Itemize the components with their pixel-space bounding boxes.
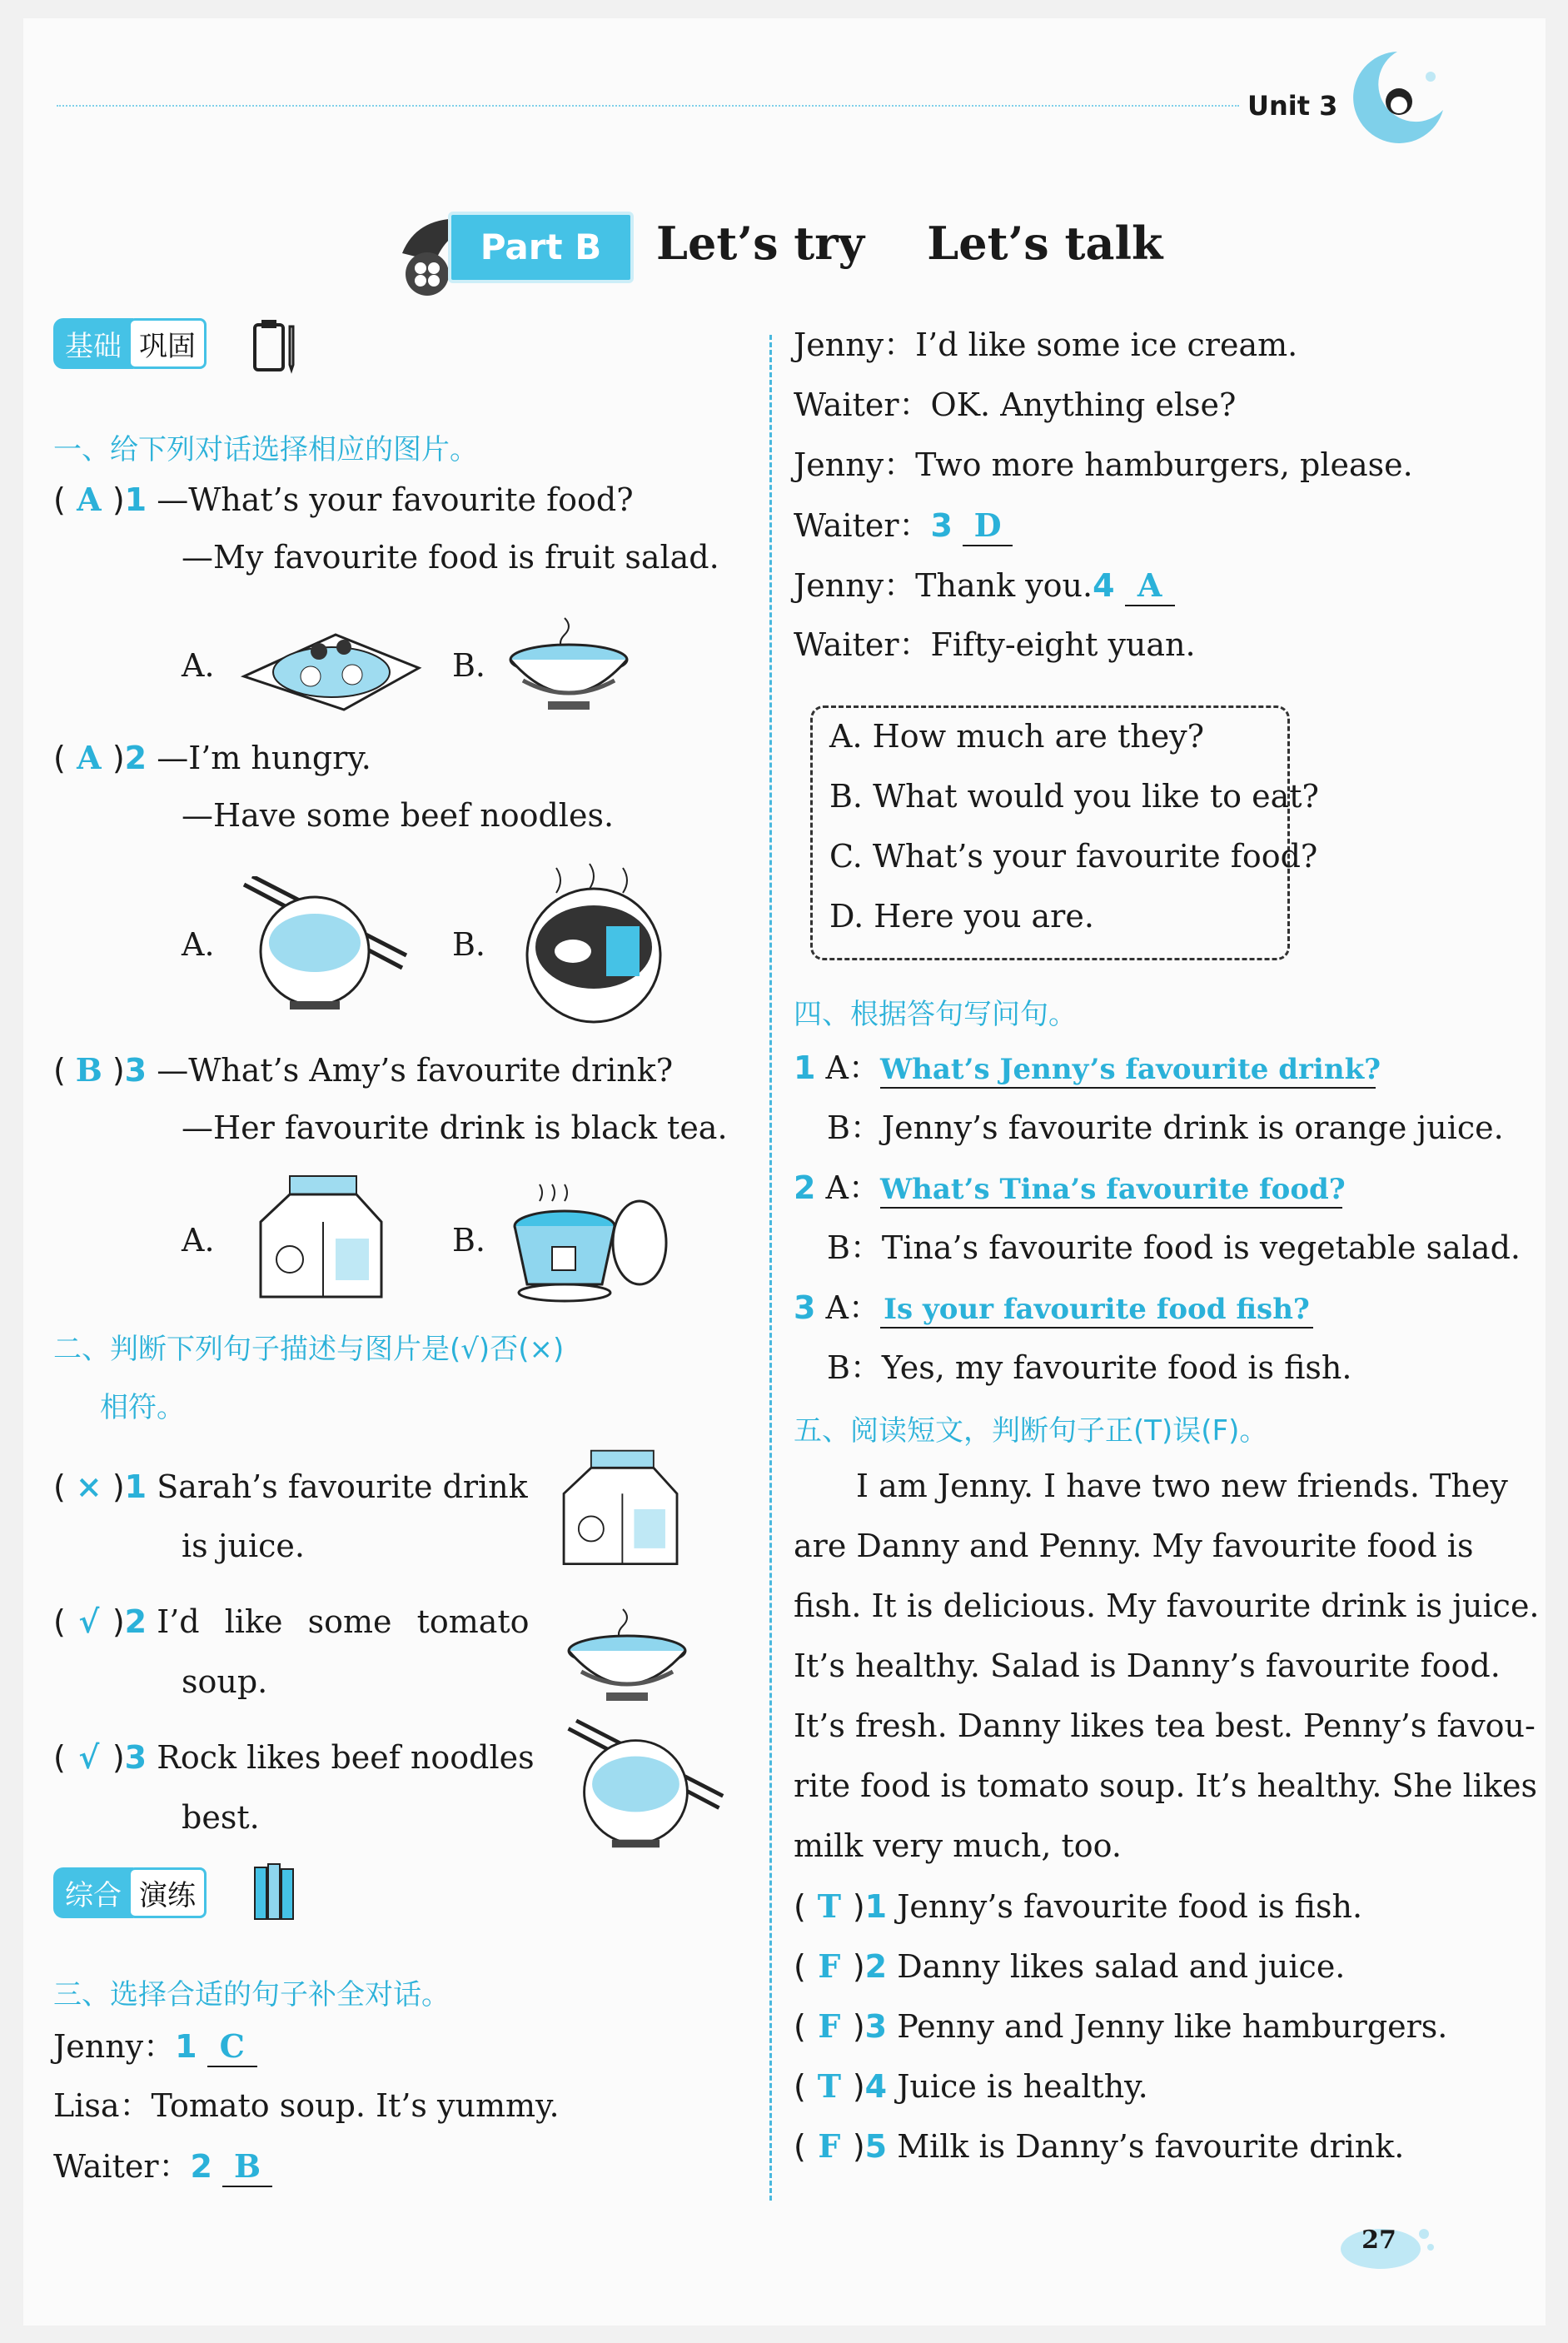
s5-q2-text: Danny likes salad and juice. <box>897 1948 1346 1985</box>
s1-q1-opt-a: A. <box>182 647 215 684</box>
s3-line-6 <box>794 446 1413 485</box>
s1-q3-reply: —Her favourite drink is black tea. <box>182 1109 728 1146</box>
section4-heading: 四、根据答句写问句。 <box>794 998 1077 1031</box>
moon-mascot-icon <box>1339 43 1456 152</box>
s1-q1-reply: —My favourite food is fruit salad. <box>182 539 719 576</box>
unit-label: Unit 3 <box>1247 90 1338 122</box>
s4-q2-a <box>794 1169 1346 1209</box>
passage-line-3: fish. It is delicious. My favourite drink is juice. <box>794 1588 1540 1624</box>
s3-blank-4[interactable]: A <box>1125 566 1175 606</box>
s3-line-8-speaker: Jenny： <box>794 567 916 604</box>
s1-q3-num: 3 <box>124 1052 147 1089</box>
s2-q3-line2: best. <box>182 1799 260 1836</box>
s4-q2-answer[interactable]: What’s Tina’s favourite food? <box>880 1173 1342 1209</box>
option-b: B. What would you like to eat? <box>829 778 1319 815</box>
worksheet-page <box>23 18 1546 2326</box>
s1-q1-num: 1 <box>124 481 147 518</box>
s4-q2-num: 2 <box>794 1169 816 1206</box>
s4-q2-a-label: A： <box>825 1169 880 1206</box>
s3-line-3-speaker: Waiter： <box>53 2148 191 2185</box>
s3-line-1-num: 1 <box>175 2028 197 2065</box>
s5-q1: ( T )1 Jenny’s favourite food is fish. <box>794 1887 1363 1925</box>
passage-line-6: rite food is tomato soup. It’s healthy. She likes <box>794 1767 1537 1804</box>
s5-q1-num: 1 <box>864 1888 888 1925</box>
s5-q1-text: Jenny’s favourite food is fish. <box>897 1888 1363 1925</box>
s3-line-3-num: 2 <box>190 2148 212 2185</box>
s4-q1-b: B：Jenny’s favourite drink is orange juice. <box>827 1109 1504 1146</box>
s3-line-4-text: I’d like some ice cream. <box>915 327 1298 363</box>
clipboard-icon <box>250 315 300 376</box>
s5-q2-answer: F <box>818 1947 841 1985</box>
s1-q3-answer: B <box>75 1051 102 1089</box>
s5-q5-answer: F <box>818 2127 841 2165</box>
passage-line-2: are Danny and Penny. My favourite food is <box>794 1528 1474 1564</box>
s4-q3-num: 3 <box>794 1289 816 1326</box>
s2-q1: ( × )1 Sarah’s favourite drink <box>53 1468 528 1505</box>
s3-line-7 <box>794 506 1013 546</box>
s3-blank-3[interactable]: D <box>963 506 1013 546</box>
s1-q2-answer: A <box>77 739 102 776</box>
passage-line-4: It’s healthy. Salad is Danny’s favourite food. <box>794 1648 1501 1684</box>
s1-q3-opt-b: B. <box>452 1222 486 1259</box>
s3-line-2-speaker: Lisa： <box>53 2087 152 2124</box>
s4-q1-num: 1 <box>794 1049 816 1086</box>
s2-q2-answer: √ <box>78 1603 100 1640</box>
s2-q3-line1: Rock likes beef noodles <box>157 1739 535 1776</box>
s3-line-6-text: Two more hamburgers, please. <box>915 446 1413 483</box>
s1-q1-opt-b: B. <box>452 647 486 684</box>
s1-q2-reply: —Have some beef noodles. <box>182 797 615 834</box>
juice-carton-icon <box>548 1447 681 1572</box>
page-title: Let’s try Let’s talk <box>656 217 1163 270</box>
passage-line-1: I am Jenny. I have two new friends. They <box>856 1468 1508 1504</box>
books-icon <box>250 1861 303 1924</box>
s3-line-9-speaker: Waiter： <box>794 626 931 663</box>
s5-q3-num: 3 <box>864 2008 888 2045</box>
s2-q2-line2: soup. <box>182 1663 268 1700</box>
s1-q1-question: —What’s your favourite food? <box>157 481 634 518</box>
milk-carton-icon <box>244 1172 386 1305</box>
option-d: D. Here you are. <box>829 898 1094 935</box>
s1-q1-answer: A <box>77 481 102 518</box>
s3-line-4-speaker: Jenny： <box>794 327 916 363</box>
s5-q1-answer: T <box>817 1887 841 1925</box>
s2-q1-num: 1 <box>124 1468 147 1505</box>
s2-q2-line1: I’d like some tomato <box>157 1603 530 1640</box>
option-a: A. How much are they? <box>829 718 1205 755</box>
s2-q1-line2: is juice. <box>182 1528 305 1564</box>
s4-q3-a <box>794 1289 1313 1329</box>
s1-q2-opt-a: A. <box>182 926 215 963</box>
s5-q2-num: 2 <box>864 1948 888 1985</box>
s1-q3: ( B )3 —What’s Amy’s favourite drink? <box>53 1051 674 1089</box>
s2-q3-num: 3 <box>124 1739 147 1776</box>
s3-line-1 <box>53 2027 257 2067</box>
column-divider <box>769 335 772 2201</box>
s3-line-8-text: Thank you. <box>915 567 1093 604</box>
s1-q3-opt-a: A. <box>182 1222 215 1259</box>
tea-cup-icon <box>506 1176 681 1309</box>
passage-line-5: It’s fresh. Danny likes tea best. Penny’s favou- <box>794 1707 1536 1744</box>
s3-line-2 <box>53 2087 560 2126</box>
s3-line-6-speaker: Jenny： <box>794 446 916 483</box>
s2-q3-answer: √ <box>78 1738 100 1776</box>
s1-q2-num: 2 <box>124 740 147 776</box>
s4-q2-b: B：Tina’s favourite food is vegetable salad. <box>827 1229 1521 1266</box>
s5-q3: ( F )3 Penny and Jenny like hamburgers. <box>794 2007 1448 2045</box>
badge-comprehensive-blue: 综合 <box>53 1867 133 1918</box>
tomato-soup-bowl-icon <box>565 1601 689 1709</box>
section3-heading: 三、选择合适的句子补全对话。 <box>53 1978 450 2011</box>
s5-q5: ( F )5 Milk is Danny’s favourite drink. <box>794 2127 1405 2165</box>
s2-q2: ( √ )2 I’d like some tomato <box>53 1603 530 1640</box>
badge-comprehensive <box>53 1867 207 1918</box>
section5-heading: 五、阅读短文，判断句子正(T)误(F)。 <box>794 1414 1268 1448</box>
s5-q3-text: Penny and Jenny like hamburgers. <box>897 2008 1448 2045</box>
s3-line-3 <box>53 2147 272 2187</box>
beef-noodle-bowl-icon <box>506 860 681 1026</box>
s1-q2-opt-b: B. <box>452 926 486 963</box>
s3-line-1-speaker: Jenny： <box>53 2028 176 2065</box>
s1-q2-question: —I’m hungry. <box>157 740 371 776</box>
s2-q3: ( √ )3 Rock likes beef noodles <box>53 1738 535 1776</box>
s3-line-7-num: 3 <box>930 507 953 544</box>
s5-q3-answer: F <box>818 2007 841 2045</box>
s5-q4-num: 4 <box>864 2068 888 2105</box>
s3-line-9 <box>794 626 1196 665</box>
fruit-salad-plate-icon <box>236 601 427 718</box>
s5-q4-answer: T <box>817 2067 841 2105</box>
badge-basic-blue: 基础 <box>53 318 133 369</box>
s4-q3-a-label: A： <box>825 1289 880 1326</box>
badge-basic <box>53 318 207 369</box>
s3-line-8 <box>794 566 1175 606</box>
s3-blank-1[interactable]: C <box>207 2027 257 2067</box>
s1-q1: ( A )1 —What’s your favourite food? <box>53 481 634 518</box>
s3-line-2-text: Tomato soup. It’s yummy. <box>151 2087 560 2124</box>
option-c: C. What’s your favourite food? <box>829 838 1318 875</box>
part-label: Part B <box>448 212 634 283</box>
section2-heading-line1: 二、判断下列句子描述与图片是(√)否(×) <box>53 1333 565 1366</box>
s4-q1-answer[interactable]: What’s Jenny’s favourite drink? <box>880 1053 1376 1089</box>
badge-comprehensive-white: 演练 <box>128 1867 207 1918</box>
s3-line-5-speaker: Waiter： <box>794 386 931 423</box>
s4-q1-a-label: A： <box>825 1049 880 1086</box>
s3-line-4 <box>794 327 1297 365</box>
s3-line-8-num: 4 <box>1093 567 1115 604</box>
s5-q4: ( T )4 Juice is healthy. <box>794 2067 1148 2105</box>
s1-q2: ( A )2 —I’m hungry. <box>53 739 371 776</box>
badge-basic-white: 巩固 <box>128 318 207 369</box>
page-number: 27 <box>1361 2226 1396 2255</box>
s2-q2-num: 2 <box>124 1603 147 1640</box>
s3-line-5-text: OK. Anything else? <box>930 386 1237 423</box>
s3-line-9-text: Fifty-eight yuan. <box>930 626 1196 663</box>
header-rule <box>57 105 1239 107</box>
s4-q3-b: B：Yes, my favourite food is fish. <box>827 1349 1352 1386</box>
s3-line-5 <box>794 386 1236 425</box>
section2-heading-line2: 相符。 <box>100 1391 185 1424</box>
s4-q3-answer[interactable]: Is your favourite food fish? <box>880 1293 1313 1329</box>
passage-line-7: milk very much, too. <box>794 1827 1122 1864</box>
s4-q1-a <box>794 1049 1381 1089</box>
s2-q1-answer: × <box>75 1468 102 1505</box>
s5-q4-text: Juice is healthy. <box>897 2068 1148 2105</box>
noodle-bowl-chopsticks-icon <box>236 876 411 1009</box>
s5-q2: ( F )2 Danny likes salad and juice. <box>794 1947 1346 1985</box>
soup-bowl-icon <box>506 610 631 718</box>
s5-q5-num: 5 <box>864 2128 888 2165</box>
s3-line-7-speaker: Waiter： <box>794 507 931 544</box>
s1-q3-question: —What’s Amy’s favourite drink? <box>157 1052 674 1089</box>
s5-q5-text: Milk is Danny’s favourite drink. <box>897 2128 1405 2165</box>
s2-q1-line1: Sarah’s favourite drink <box>157 1468 528 1505</box>
s3-blank-2[interactable]: B <box>222 2147 272 2187</box>
section1-heading: 一、给下列对话选择相应的图片。 <box>53 433 478 466</box>
beef-noodles-chopsticks-icon <box>560 1717 727 1851</box>
